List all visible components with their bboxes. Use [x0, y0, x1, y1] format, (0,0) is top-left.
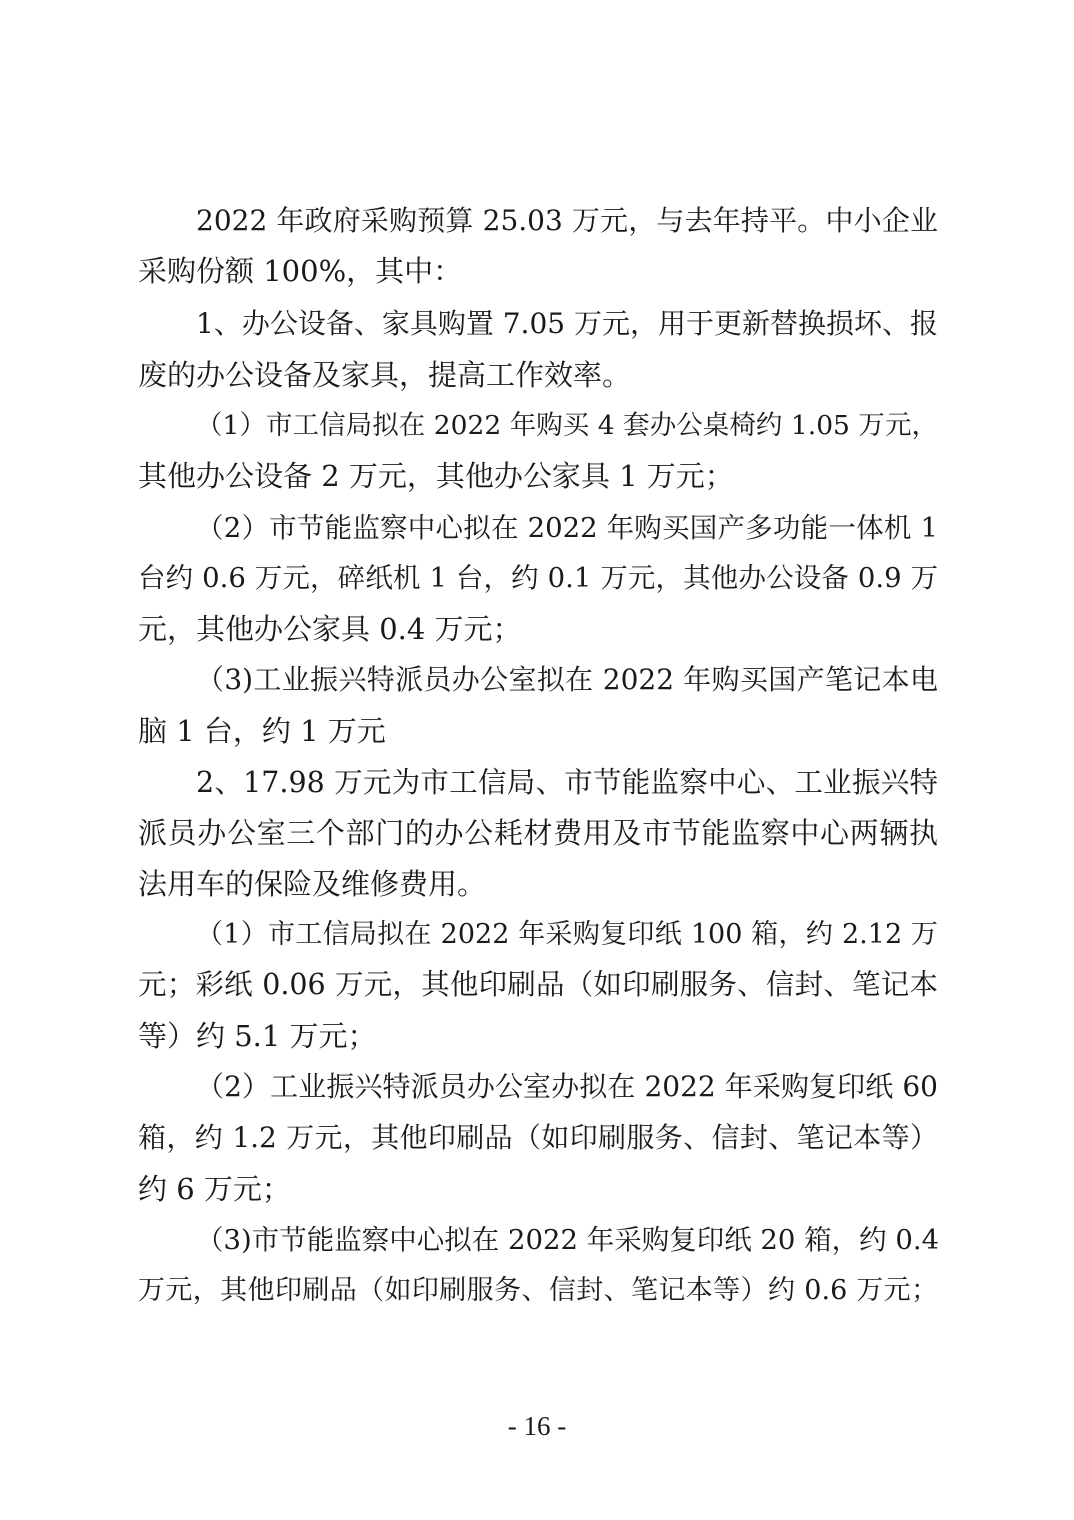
paragraph-line: 约 6 万元； [138, 1172, 291, 1206]
page-number: - 16 - [507, 1411, 567, 1441]
paragraph-line: 其他办公设备 2 万元，其他办公家具 1 万元； [138, 459, 734, 493]
paragraph-line: （1）市工信局拟在 2022 年购买 4 套办公桌椅约 1.05 万元， [196, 410, 938, 441]
paragraph-line: 1、办公设备、家具购置 7.05 万元，用于更新替换损坏、报 [196, 307, 938, 340]
paragraph-line: 脑 1 台，约 1 万元 [138, 714, 386, 748]
paragraph-line: （3)市节能监察中心拟在 2022 年采购复印纸 20 箱，约 0.4 [196, 1224, 940, 1256]
paragraph-line: （1）市工信局拟在 2022 年采购复印纸 100 箱，约 2.12 万 [196, 919, 938, 950]
paragraph-line: 采购份额 100%，其中： [138, 254, 463, 288]
paragraph-line: 箱，约 1.2 万元，其他印刷品（如印刷服务、信封、笔记本等） [138, 1121, 938, 1154]
paragraph-line: 2、17.98 万元为市工信局、市节能监察中心、工业振兴特 [196, 766, 938, 799]
paragraph-line: 万元，其他印刷品（如印刷服务、信封、笔记本等）约 0.6 万元； [138, 1275, 938, 1306]
paragraph-line: 元；彩纸 0.06 万元，其他印刷品（如印刷服务、信封、笔记本 [138, 968, 938, 1001]
paragraph-line: 等）约 5.1 万元； [138, 1019, 377, 1053]
paragraph-line: 法用车的保险及维修费用。 [138, 867, 487, 901]
paragraph-line: （3)工业振兴特派员办公室拟在 2022 年购买国产笔记本电 [196, 663, 938, 696]
paragraph-line: 元，其他办公家具 0.4 万元； [138, 612, 522, 646]
paragraph-line: 废的办公设备及家具，提高工作效率。 [138, 358, 632, 392]
paragraph-line: （2）工业振兴特派员办公室办拟在 2022 年采购复印纸 60 [196, 1070, 938, 1103]
paragraph-line: 2022 年政府采购预算 25.03 万元，与去年持平。中小企业 [196, 204, 938, 237]
paragraph-line: 派员办公室三个部门的办公耗材费用及市节能监察中心两辆执 [138, 816, 938, 850]
paragraph-line: 台约 0.6 万元，碎纸机 1 台，约 0.1 万元，其他办公设备 0.9 万 [138, 562, 938, 594]
paragraph-line: （2）市节能监察中心拟在 2022 年购买国产多功能一体机 1 [196, 512, 938, 544]
